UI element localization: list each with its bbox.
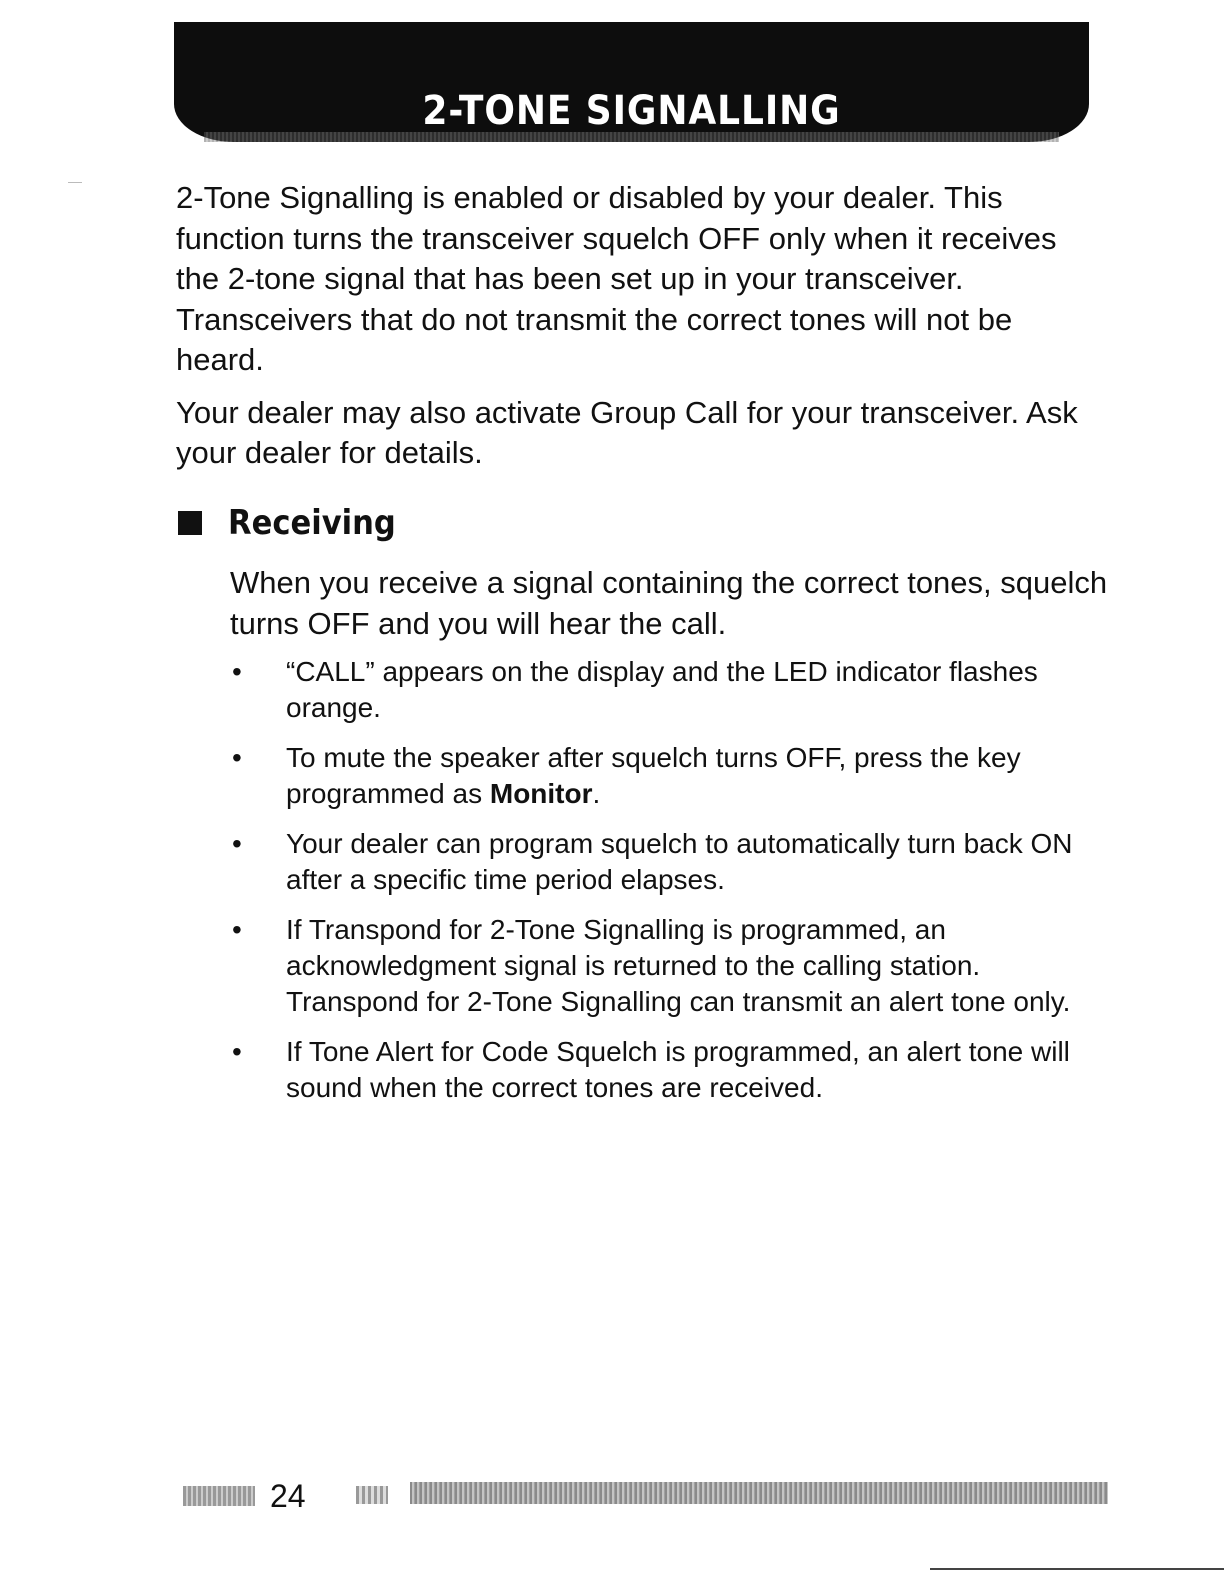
intro-text <box>176 178 1096 486</box>
margin-mark <box>68 182 82 183</box>
corner-line <box>930 1568 1224 1570</box>
page-number: 24 <box>270 1478 306 1514</box>
bullet-dot-icon: • <box>232 742 242 773</box>
section-heading <box>178 503 414 543</box>
bullet-dot-icon: • <box>232 1036 242 1067</box>
bullet-dot-icon: • <box>232 914 242 945</box>
bullet-text: If Tone Alert for Code Squelch is programmed, an alert tone will sound when the correct tones are received. <box>286 1036 1070 1103</box>
intro-paragraph-1: 2-Tone Signalling is enabled or disabled by your dealer. This function turns the transceiver squelch OFF only when it receives the 2-tone signal that has been set up in your transceiver. Transceivers that do not transmit the correct tones will not be heard. <box>176 180 1057 377</box>
footer-bar <box>410 1482 1108 1504</box>
bullet-dot-icon: • <box>232 828 242 859</box>
footer-decoration-mid <box>356 1486 388 1504</box>
monitor-key-label: Monitor <box>489 778 593 809</box>
bullet-text: If Transpond for 2-Tone Signalling is programmed, an acknowledgment signal is returned to the calling station. Transpond for 2-Tone Signalling can transmit an alert tone only. <box>286 914 1071 1017</box>
page-title: 2-TONE SIGNALLING <box>422 88 841 134</box>
bullet-list <box>230 654 1110 1120</box>
list-item <box>230 1034 1110 1106</box>
bullet-text: “CALL” appears on the display and the LED indicator flashes orange. <box>286 656 1038 723</box>
bullet-text-end: . <box>592 778 601 809</box>
bullet-dot-icon: • <box>232 656 242 687</box>
square-bullet-icon <box>178 511 202 535</box>
list-item <box>230 826 1110 898</box>
bullet-text: Your dealer can program squelch to automatically turn back ON after a specific time period elapses. <box>286 828 1073 895</box>
list-item <box>230 912 1110 1020</box>
section-body: When you receive a signal containing the correct tones, squelch turns OFF and you will hear the call. <box>230 565 1108 641</box>
title-banner <box>174 22 1089 142</box>
intro-paragraph-2: Your dealer may also activate Group Call for your transceiver. Ask your dealer for details. <box>176 394 1078 470</box>
bullet-text: To mute the speaker after squelch turns OFF, press the key programmed as <box>286 742 1021 809</box>
section-title: Receiving <box>228 503 396 543</box>
list-item <box>230 654 1110 726</box>
list-item <box>230 740 1110 812</box>
footer-decoration-left <box>183 1486 255 1506</box>
